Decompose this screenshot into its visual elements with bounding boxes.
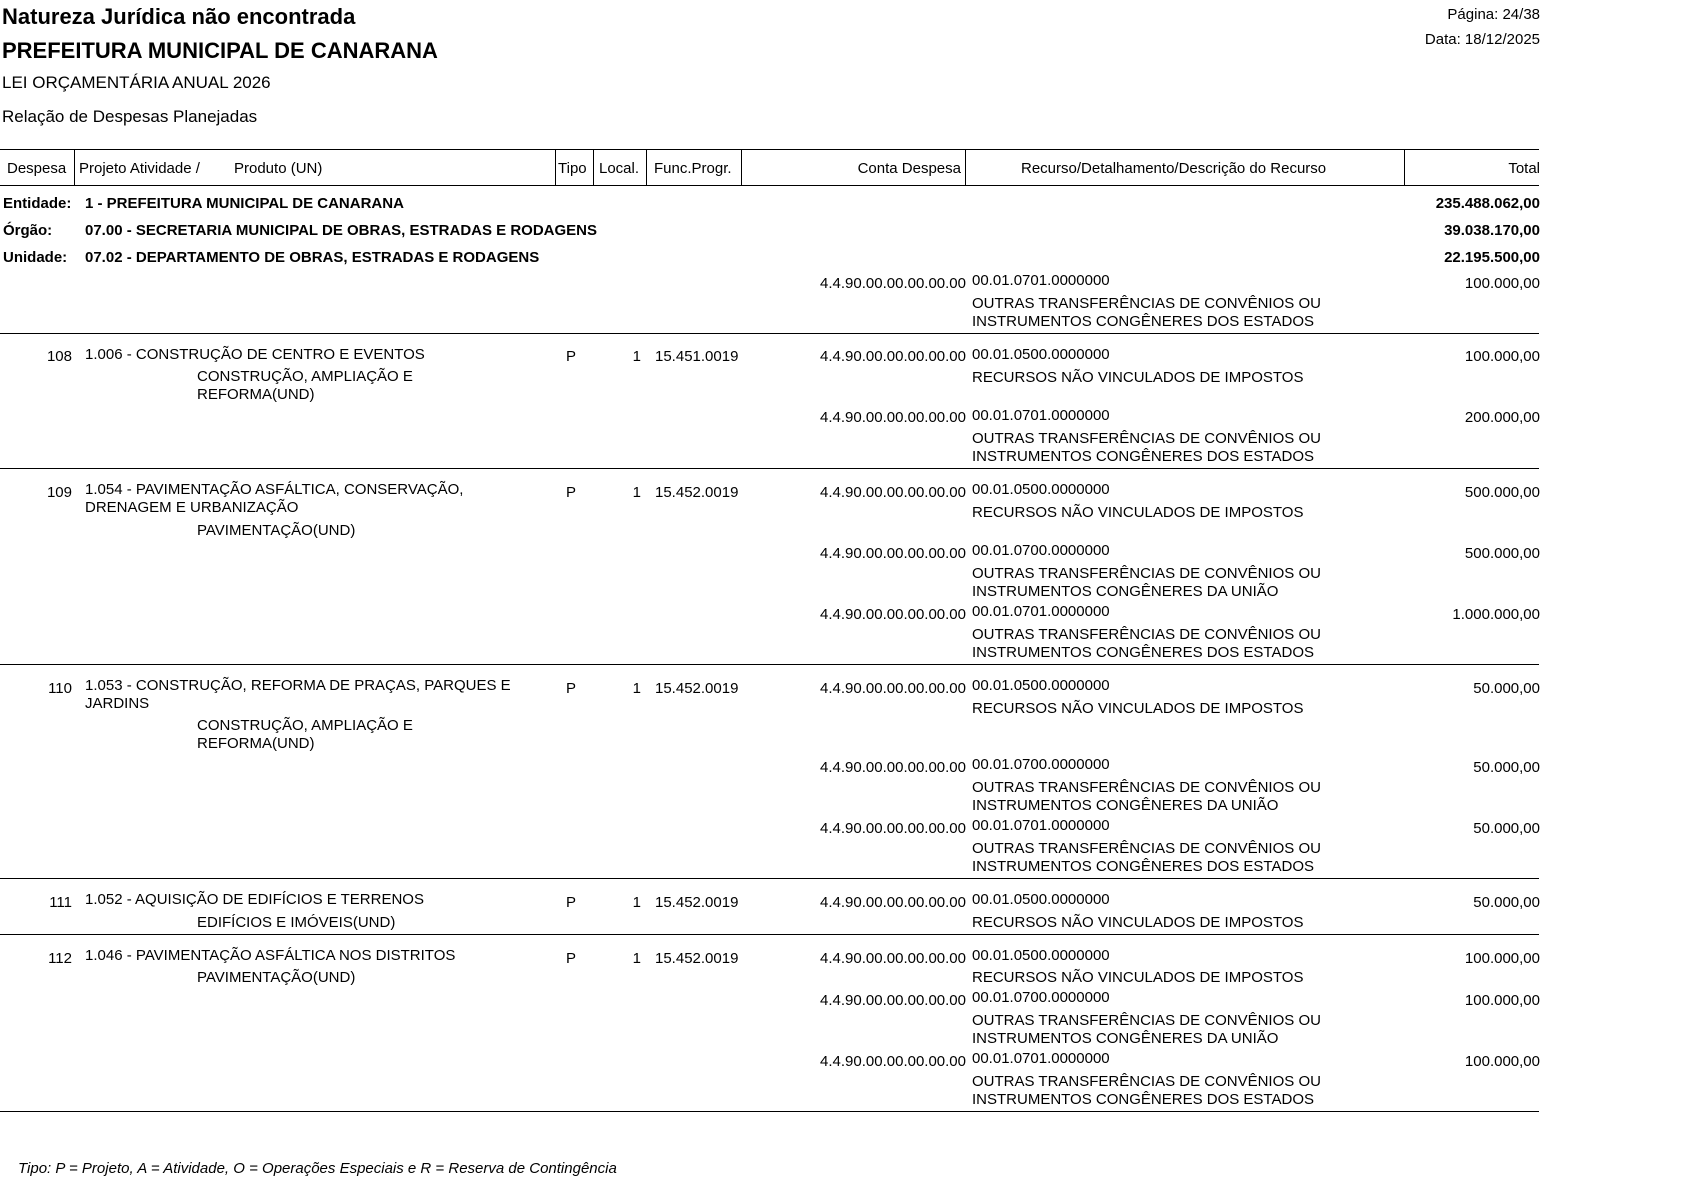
recurso-desc-line-2: INSTRUMENTOS CONGÊNERES DOS ESTADOS [972,1091,1314,1108]
line-total: 100.000,00 [1464,992,1540,1009]
produto: EDIFÍCIOS E IMÓVEIS(UND) [197,914,396,931]
local: 1 [632,484,641,501]
recurso-code: 00.01.0500.0000000 [972,481,1110,498]
projeto-atividade-line-2: DRENAGEM E URBANIZAÇÃO [85,499,299,516]
report-entity-title: PREFEITURA MUNICIPAL DE CANARANA [2,38,438,63]
despesa-number: 111 [49,894,72,911]
entidade-total: 235.488.062,00 [1435,195,1540,212]
conta-despesa: 4.4.90.00.00.00.00.00 [820,894,966,911]
report-date: Data: 18/12/2025 [1424,31,1540,48]
projeto-atividade: 1.006 - CONSTRUÇÃO DE CENTRO E EVENTOS [85,346,425,363]
recurso-desc-line-2: INSTRUMENTOS CONGÊNERES DOS ESTADOS [972,858,1314,875]
produto-line-2: REFORMA(UND) [197,386,315,403]
col-header-recurso: Recurso/Detalhamento/Descrição do Recurso [1021,160,1327,177]
projeto-atividade: 1.052 - AQUISIÇÃO DE EDIFÍCIOS E TERRENOS [85,891,424,908]
row-separator [0,934,1539,935]
col-divider [593,149,594,185]
conta-despesa: 4.4.90.00.00.00.00.00 [820,950,966,967]
produto-line-2: REFORMA(UND) [197,735,315,752]
conta-despesa: 4.4.90.00.00.00.00.00 [820,545,966,562]
carry-desc-1: OUTRAS TRANSFERÊNCIAS DE CONVÊNIOS OU [972,295,1321,312]
recurso-desc-line-2: INSTRUMENTOS CONGÊNERES DA UNIÃO [972,1030,1279,1047]
carry-conta: 4.4.90.00.00.00.00.00 [820,275,966,292]
func-progr: 15.451.0019 [655,348,739,365]
produto: CONSTRUÇÃO, AMPLIAÇÃO E [197,368,413,385]
carry-total: 100.000,00 [1464,275,1540,292]
local: 1 [632,680,641,697]
recurso-code: 00.01.0700.0000000 [972,542,1110,559]
col-header-despesa: Despesa [7,160,67,177]
recurso-code: 00.01.0700.0000000 [972,756,1110,773]
conta-despesa: 4.4.90.00.00.00.00.00 [820,606,966,623]
row-separator [0,333,1539,334]
projeto-atividade-line-2: JARDINS [85,695,150,712]
tipo: P [566,348,577,365]
tipo: P [566,484,577,501]
line-total: 1.000.000,00 [1452,606,1540,623]
tipo: P [566,894,577,911]
report-subtitle: LEI ORÇAMENTÁRIA ANUAL 2026 [2,73,271,92]
row-separator [0,468,1539,469]
local: 1 [632,894,641,911]
conta-despesa: 4.4.90.00.00.00.00.00 [820,1053,966,1070]
entidade-value: 1 - PREFEITURA MUNICIPAL DE CANARANA [85,195,404,212]
func-progr: 15.452.0019 [655,950,739,967]
entidade-label: Entidade: [3,195,72,212]
col-divider [965,149,966,185]
conta-despesa: 4.4.90.00.00.00.00.00 [820,759,966,776]
recurso-desc-line-2: INSTRUMENTOS CONGÊNERES DOS ESTADOS [972,448,1314,465]
func-progr: 15.452.0019 [655,894,739,911]
header-top-rule [0,149,1539,150]
col-header-tipo: Tipo [558,160,587,177]
produto: CONSTRUÇÃO, AMPLIAÇÃO E [197,717,413,734]
recurso-code: 00.01.0701.0000000 [972,817,1110,834]
col-divider [741,149,742,185]
projeto-atividade: 1.053 - CONSTRUÇÃO, REFORMA DE PRAÇAS, PARQUES E [85,677,511,694]
conta-despesa: 4.4.90.00.00.00.00.00 [820,409,966,426]
header-bottom-rule [0,185,1539,186]
produto: PAVIMENTAÇÃO(UND) [197,969,356,986]
unidade-total: 22.195.500,00 [1444,249,1540,266]
col-divider [646,149,647,185]
local: 1 [632,950,641,967]
line-total: 500.000,00 [1464,545,1540,562]
carry-desc-2: INSTRUMENTOS CONGÊNERES DOS ESTADOS [972,313,1314,330]
recurso-code: 00.01.0700.0000000 [972,989,1110,1006]
conta-despesa: 4.4.90.00.00.00.00.00 [820,348,966,365]
unidade-value: 07.02 - DEPARTAMENTO DE OBRAS, ESTRADAS E RODAGENS [85,249,540,266]
recurso-desc: RECURSOS NÃO VINCULADOS DE IMPOSTOS [972,914,1304,931]
col-header-total: Total [1508,160,1540,177]
conta-despesa: 4.4.90.00.00.00.00.00 [820,820,966,837]
col-divider [74,149,75,185]
recurso-desc-line-2: INSTRUMENTOS CONGÊNERES DA UNIÃO [972,583,1279,600]
recurso-desc: OUTRAS TRANSFERÊNCIAS DE CONVÊNIOS OU [972,565,1321,582]
line-total: 100.000,00 [1464,1053,1540,1070]
col-header-projeto: Projeto Atividade / [79,160,200,177]
despesa-number: 110 [48,680,72,697]
conta-despesa: 4.4.90.00.00.00.00.00 [820,992,966,1009]
table-bottom-rule [0,1111,1539,1112]
recurso-desc: RECURSOS NÃO VINCULADOS DE IMPOSTOS [972,504,1304,521]
col-divider [1404,149,1405,185]
footer-legend: Tipo: P = Projeto, A = Atividade, O = Operações Especiais e R = Reserva de Contingência [18,1160,617,1177]
recurso-code: 00.01.0701.0000000 [972,407,1110,424]
orgao-total: 39.038.170,00 [1444,222,1540,239]
recurso-desc: OUTRAS TRANSFERÊNCIAS DE CONVÊNIOS OU [972,430,1321,447]
line-total: 50.000,00 [1473,820,1540,837]
despesa-number: 109 [46,484,72,501]
despesa-number: 108 [46,348,72,365]
col-header-func: Func.Progr. [654,160,732,177]
recurso-code: 00.01.0701.0000000 [972,603,1110,620]
recurso-desc: OUTRAS TRANSFERÊNCIAS DE CONVÊNIOS OU [972,1073,1321,1090]
recurso-code: 00.01.0701.0000000 [972,1050,1110,1067]
line-total: 500.000,00 [1464,484,1540,501]
projeto-atividade: 1.046 - PAVIMENTAÇÃO ASFÁLTICA NOS DISTRITOS [85,947,456,964]
col-header-conta: Conta Despesa [857,160,961,177]
func-progr: 15.452.0019 [655,484,739,501]
carry-recurso: 00.01.0701.0000000 [972,272,1110,289]
line-total: 200.000,00 [1464,409,1540,426]
report-subtitle-2: Relação de Despesas Planejadas [2,107,258,126]
col-header-produto: Produto (UN) [234,160,323,177]
unidade-label: Unidade: [3,249,68,266]
conta-despesa: 4.4.90.00.00.00.00.00 [820,680,966,697]
report-title: Natureza Jurídica não encontrada [2,4,356,29]
recurso-code: 00.01.0500.0000000 [972,346,1110,363]
tipo: P [566,950,577,967]
recurso-desc-line-2: INSTRUMENTOS CONGÊNERES DOS ESTADOS [972,644,1314,661]
col-header-local: Local. [599,160,640,177]
recurso-desc: RECURSOS NÃO VINCULADOS DE IMPOSTOS [972,369,1304,386]
page-number: Página: 24/38 [1447,6,1540,23]
recurso-desc-line-2: INSTRUMENTOS CONGÊNERES DA UNIÃO [972,797,1279,814]
recurso-desc: RECURSOS NÃO VINCULADOS DE IMPOSTOS [972,700,1304,717]
projeto-atividade: 1.054 - PAVIMENTAÇÃO ASFÁLTICA, CONSERVAÇÃO, [85,481,464,498]
recurso-code: 00.01.0500.0000000 [972,891,1110,908]
recurso-desc: OUTRAS TRANSFERÊNCIAS DE CONVÊNIOS OU [972,626,1321,643]
conta-despesa: 4.4.90.00.00.00.00.00 [820,484,966,501]
despesa-number: 112 [48,950,72,967]
orgao-value: 07.00 - SECRETARIA MUNICIPAL DE OBRAS, ESTRADAS E RODAGENS [85,222,598,239]
line-total: 50.000,00 [1473,680,1540,697]
recurso-code: 00.01.0500.0000000 [972,947,1110,964]
recurso-desc: OUTRAS TRANSFERÊNCIAS DE CONVÊNIOS OU [972,840,1321,857]
produto: PAVIMENTAÇÃO(UND) [197,522,356,539]
recurso-desc: RECURSOS NÃO VINCULADOS DE IMPOSTOS [972,969,1304,986]
orgao-label: Órgão: [3,222,53,239]
tipo: P [566,680,577,697]
recurso-desc: OUTRAS TRANSFERÊNCIAS DE CONVÊNIOS OU [972,779,1321,796]
line-total: 50.000,00 [1473,759,1540,776]
line-total: 100.000,00 [1464,950,1540,967]
row-separator [0,878,1539,879]
line-total: 50.000,00 [1473,894,1540,911]
func-progr: 15.452.0019 [655,680,739,697]
recurso-code: 00.01.0500.0000000 [972,677,1110,694]
col-divider [555,149,556,185]
recurso-desc: OUTRAS TRANSFERÊNCIAS DE CONVÊNIOS OU [972,1012,1321,1029]
line-total: 100.000,00 [1464,348,1540,365]
local: 1 [632,348,641,365]
row-separator [0,664,1539,665]
